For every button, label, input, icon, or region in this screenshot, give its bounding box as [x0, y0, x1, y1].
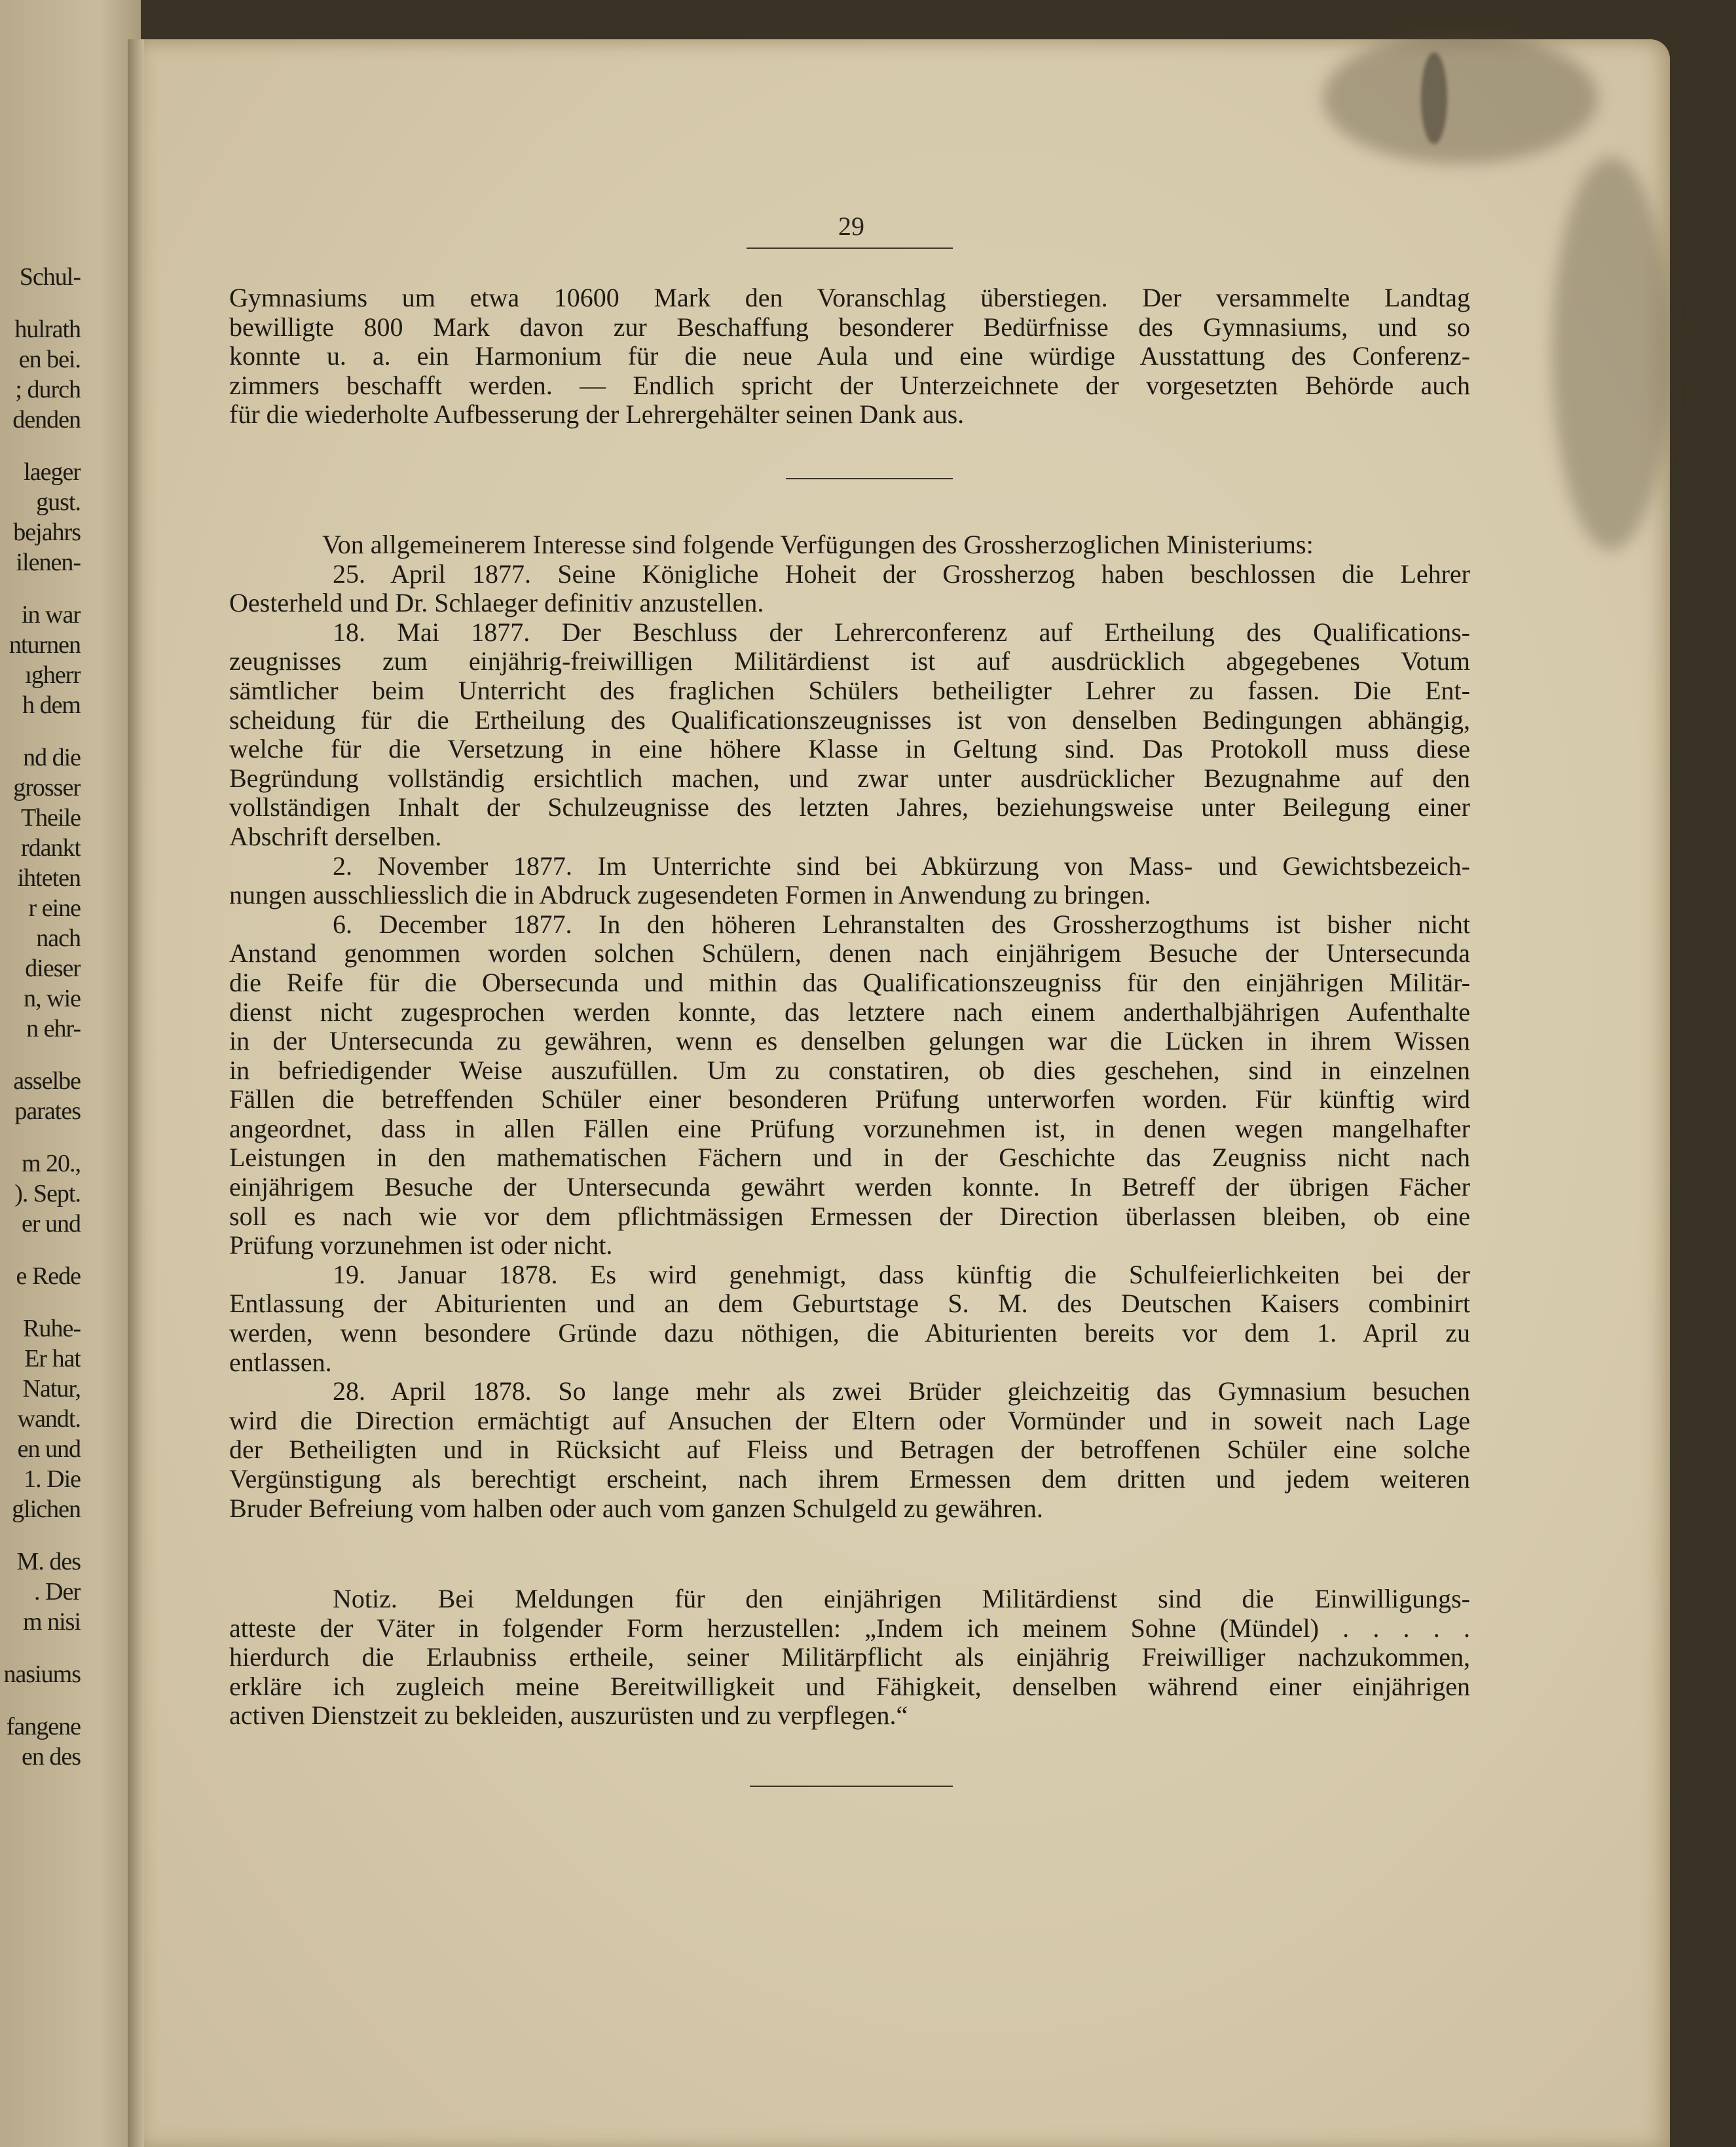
- left-page-fragment-line: nasiums: [3, 1661, 81, 1688]
- decree-line: Vergünstigung als berechtigt erscheint, nach ihrem Ermessen dem dritten und jedem weiteren: [229, 1464, 1470, 1494]
- left-page-fragment-line: Ruhe-: [23, 1315, 81, 1342]
- left-page-fragment-line: Schul-: [19, 263, 81, 291]
- left-page-fragment-line: [0, 1524, 81, 1547]
- left-page-fragment-line: [0, 292, 81, 314]
- left-page-fragment-line: . Der: [34, 1578, 81, 1606]
- decree-line: sämtlicher beim Unterricht des fraglichen Schülers betheiligter Lehrer zu fassen. Die Ent-: [229, 675, 1470, 705]
- left-page-fragment-line: dieser: [25, 955, 81, 982]
- decree-line: Abschrift derselben.: [229, 821, 442, 851]
- decree-line: wird die Direction ermächtigt auf Ansuchen der Eltern oder Vormünder und in soweit nach Lage: [229, 1405, 1470, 1435]
- left-page-fragment-line: en bei.: [18, 346, 81, 373]
- left-page-fragment-line: er und: [21, 1210, 81, 1238]
- decree-line: nungen ausschliesslich die in Abdruck zugesendeten Formen in Anwendung zu bringen.: [229, 880, 1151, 910]
- notice-line: Notiz. Bei Meldungen für den einjährigen Militärdienst sind die Einwilligungs-: [333, 1584, 1470, 1613]
- left-page-fragment-line: [0, 1044, 81, 1066]
- left-page-text-column: [0, 262, 81, 1772]
- left-page-fragment-line: in war: [21, 601, 81, 629]
- left-page-fragment-line: 1. Die: [24, 1465, 81, 1493]
- left-page-fragment-line: [0, 720, 81, 743]
- left-page-fragment-line: [0, 1291, 81, 1313]
- decree-line: 18. Mai 1877. Der Beschluss der Lehrerconferenz auf Ertheilung des Qualifications-: [333, 617, 1470, 647]
- left-page-fragment-line: denden: [12, 406, 81, 433]
- left-page-fragment-line: bejahrs: [13, 519, 81, 546]
- decree-line: in befriedigender Weise auszufüllen. Um zu constatiren, ob dies geschehen, sind in einzelnen: [229, 1055, 1470, 1085]
- left-page-fragment-line: Er hat: [24, 1345, 81, 1372]
- decree-line: Oesterheld und Dr. Schlaeger definitiv anzustellen.: [229, 588, 764, 618]
- footer-rule: [750, 1786, 953, 1787]
- paragraph-line: zimmers beschafft werden. — Endlich spricht der Unterzeichnete der vorgesetzten Behörde auch: [229, 370, 1470, 400]
- decree-line: in der Untersecunda zu gewähren, wenn es denselben gelungen war die Lücken in ihrem Wissen: [229, 1026, 1470, 1056]
- left-page-fragment-line: laeger: [24, 458, 81, 486]
- decree-line: Prüfung vorzunehmen ist oder nicht.: [229, 1230, 613, 1260]
- left-page-fragment-line: [0, 1637, 81, 1659]
- left-page-fragment-line: [0, 435, 81, 457]
- decree-line: 6. December 1877. In den höheren Lehranstalten des Grossherzogthums ist bisher nicht: [333, 909, 1470, 939]
- left-page-fragment-line: ihteten: [17, 864, 81, 892]
- decree-line: Anstand genommen worden solchen Schülern, denen nach einjährigem Besuche der Untersecunda: [229, 938, 1470, 968]
- left-page-fragment-line: ; durch: [15, 376, 81, 403]
- decree-line: soll es nach wie vor dem pflichtmässigen Ermessen der Direction überlassen bleiben, ob eine: [229, 1201, 1470, 1231]
- left-page-fragment-line: n ehr-: [26, 1015, 81, 1042]
- left-page-fragment-line: n, wie: [24, 985, 81, 1012]
- left-page-fragment-line: en und: [17, 1435, 81, 1463]
- paragraph-line: bewilligte 800 Mark davon zur Beschaffung besonderer Bedürfnisse des Gymnasiums, und so: [229, 312, 1470, 342]
- left-page-fragment-line: ). Sept.: [14, 1180, 81, 1207]
- decrees-section: [229, 530, 1470, 1523]
- decree-line: Begründung vollständig ersichtlich machen, und zwar unter ausdrücklicher Bezugnahme auf den: [229, 763, 1470, 793]
- decree-line: welche für die Versetzung in eine höhere Klasse in Geltung sind. Das Protokoll muss diese: [229, 734, 1470, 764]
- left-page-fragment-line: h dem: [22, 691, 81, 719]
- left-page-fragment-line: grosser: [13, 774, 81, 801]
- left-page-fragment-line: glichen: [12, 1496, 81, 1523]
- left-page-fragment-line: hulrath: [14, 316, 81, 343]
- decree-line: dienst nicht zugesprochen werden konnte, das letztere nach einem anderthalbjährigen Aufenthalte: [229, 997, 1470, 1027]
- left-page-fragment-line: [0, 1126, 81, 1148]
- intro-line: Von allgemeinerem Interesse sind folgende Verfügungen des Grossherzoglichen Ministeriums:: [322, 530, 1314, 559]
- left-page-fragment-line: en des: [21, 1743, 81, 1771]
- left-page-fragment-line: Theile: [20, 804, 81, 832]
- left-page-fragment-line: gust.: [36, 488, 81, 516]
- decree-line: angeordnet, dass in allen Fällen eine Prüfung vorzunehmen ist, in denen wegen mangelhafter: [229, 1113, 1470, 1143]
- notice-line: hierdurch die Erlaubniss ertheile, seiner Militärpflicht als einjährig Freiwilliger nachzukommen,: [229, 1642, 1470, 1672]
- left-page-fragment-line: nd die: [23, 744, 81, 771]
- decree-list: [229, 560, 1470, 1524]
- decree-line: Fällen die betreffenden Schüler einer besonderen Prüfung unterworfen worden. Für künftig wird: [229, 1084, 1470, 1114]
- decree-entry: [229, 618, 1470, 852]
- decree-line: entlassen.: [229, 1347, 332, 1377]
- paragraph-line: konnte u. a. ein Harmonium für die neue Aula und eine würdige Ausstattung des Conferenz-: [229, 341, 1470, 371]
- left-page-fragment-line: r eine: [28, 894, 81, 922]
- page-gutter: [128, 39, 144, 2147]
- left-page-fragment-line: Natur,: [22, 1375, 81, 1403]
- decree-line: vollständigen Inhalt der Schulzeugnisse des letzten Jahres, beziehungsweise unter Beilegung einer: [229, 792, 1470, 822]
- left-page-fragment-line: rdankt: [20, 834, 81, 862]
- left-page-fragment: [0, 0, 141, 2147]
- decree-line: scheidung für die Ertheilung des Qualificationszeugnisses ist von denselben Bedingungen abhängig,: [229, 705, 1470, 735]
- decree-line: Leistungen in den mathematischen Fächern und in der Geschichte das Zeugniss nicht nach: [229, 1143, 1470, 1173]
- left-page-fragment-line: nach: [36, 925, 81, 952]
- paragraph-line: für die wiederholte Aufbesserung der Lehrergehälter seinen Dank aus.: [229, 399, 965, 430]
- left-page-fragment-line: wandt.: [17, 1405, 81, 1433]
- left-page-fragment-line: m nisi: [23, 1608, 81, 1636]
- decree-line: werden, wenn besondere Gründe dazu nöthigen, die Abiturienten bereits vor dem 1. April zu: [229, 1318, 1470, 1348]
- page-number: 29: [838, 211, 864, 241]
- page-stain: [1323, 33, 1598, 164]
- decree-entry: [229, 1260, 1470, 1377]
- left-page-fragment-line: ilenen-: [16, 549, 81, 576]
- decree-line: 2. November 1877. Im Unterrichte sind bei Abkürzung von Mass- und Gewichtsbezeich-: [333, 851, 1470, 881]
- decree-entry: [229, 1377, 1470, 1523]
- opening-paragraph: [229, 284, 1470, 430]
- decree-line: Bruder Befreiung vom halben oder auch vom ganzen Schulgeld zu gewähren.: [229, 1493, 1043, 1523]
- decree-line: die Reife für die Obersecunda und mithin das Qualificationszeugniss für den einjährigen Militär-: [229, 967, 1470, 997]
- left-page-fragment-line: nturnen: [9, 631, 81, 659]
- left-page-fragment-line: m 20.,: [21, 1150, 81, 1177]
- left-page-fragment-line: [0, 578, 81, 600]
- notice-line: activen Dienstzeit zu bekleiden, auszurüsten und zu verpflegen.“: [229, 1700, 908, 1731]
- notice-line: atteste der Väter in folgender Form herzustellen: „Indem ich meinem Sohne (Mündel) . . . . .: [229, 1613, 1470, 1643]
- notice-paragraph: [229, 1585, 1470, 1731]
- left-page-fragment-line: [0, 1689, 81, 1712]
- left-page-fragment-line: e Rede: [16, 1262, 81, 1290]
- notice-line: erkläre ich zugleich meine Bereitwilligkeit und Fähigkeit, denselben während einer einjährigen: [229, 1671, 1470, 1701]
- left-page-fragment-line: [0, 1239, 81, 1261]
- decree-line: der Betheiligten und in Rücksicht auf Fleiss und Betragen der betroffenen Schüler eine solche: [229, 1435, 1470, 1465]
- page-mark: [1421, 52, 1447, 144]
- decree-line: einjährigem Besuche der Untersecunda gewährt werden konnte. In Betreff der übrigen Fächer: [229, 1172, 1470, 1202]
- left-page-fragment-line: fangene: [6, 1713, 81, 1740]
- paragraph-line: Gymnasiums um etwa 10600 Mark den Voranschlag überstiegen. Der versammelte Landtag: [229, 283, 1470, 312]
- left-page-fragment-line: asselbe: [13, 1067, 81, 1095]
- header-rule: [747, 248, 953, 249]
- decree-entry: [229, 852, 1470, 910]
- decree-line: 19. Januar 1878. Es wird genehmigt, dass künftig die Schulfeierlichkeiten bei der: [333, 1259, 1470, 1289]
- decree-line: 25. April 1877. Seine Königliche Hoheit der Grossherzog haben beschlossen die Lehrer: [333, 559, 1470, 589]
- decree-entry: [229, 910, 1470, 1260]
- section-divider: [786, 478, 953, 479]
- decree-line: Entlassung der Abiturienten und an dem Geburtstage S. M. des Deutschen Kaisers combinirt: [229, 1289, 1470, 1319]
- left-page-fragment-line: M. des: [16, 1548, 81, 1575]
- left-page-fragment-line: ıgherr: [25, 661, 81, 689]
- decree-entry: [229, 560, 1470, 618]
- decree-line: zeugnisses zum einjährig-freiwilligen Militärdienst ist auf ausdrücklich abgegebenes Votum: [229, 646, 1470, 676]
- left-page-fragment-line: parates: [14, 1097, 81, 1125]
- page-stain: [1552, 157, 1670, 550]
- decree-line: 28. April 1878. So lange mehr als zwei Brüder gleichzeitig das Gymnasium besuchen: [333, 1376, 1470, 1406]
